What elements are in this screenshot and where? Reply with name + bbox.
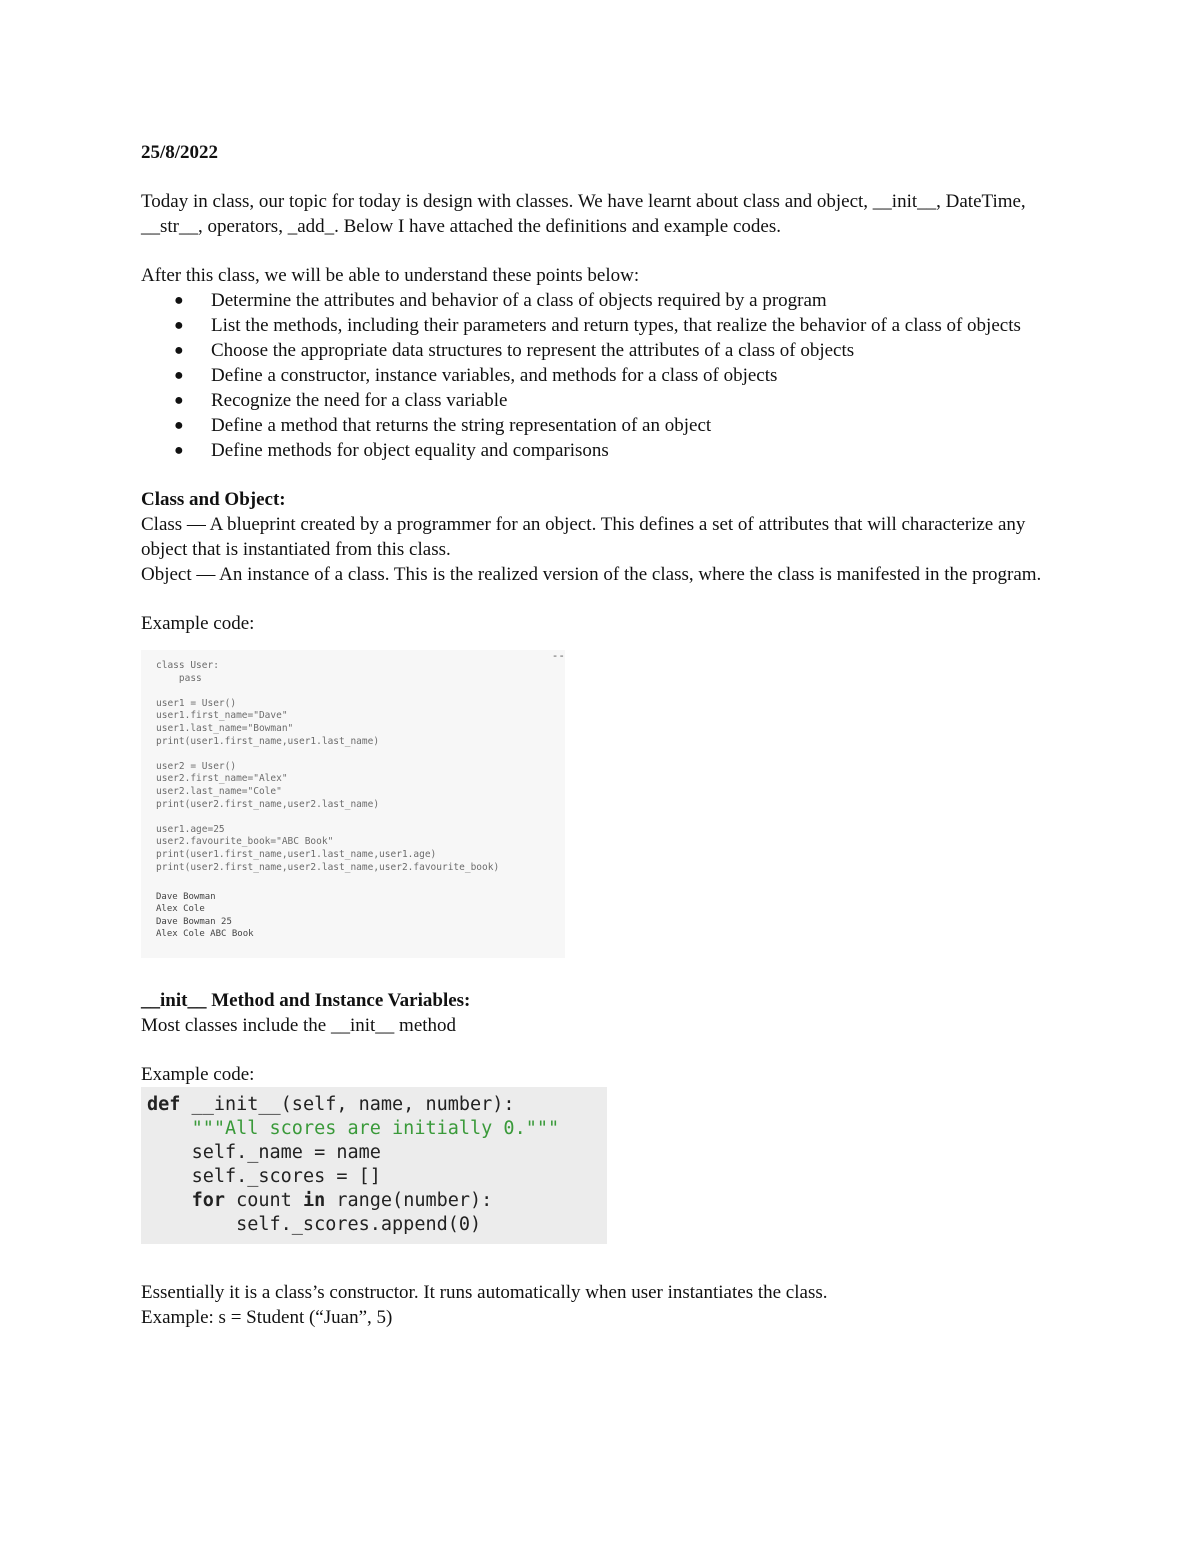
bullet-icon: ● xyxy=(174,342,184,359)
class-object-heading: Class and Object: xyxy=(141,489,286,510)
init-heading: __init__ Method and Instance Variables: xyxy=(141,990,471,1011)
code-block-init: def __init__(self, name, number): """All scores are initially 0.""" self._name = name self._scores = [] for count in range(number): self._scores.append(0) xyxy=(141,1087,607,1244)
document-page xyxy=(141,140,1071,1330)
code-listing: class User: pass user1 = User() user1.first_name="Dave" user1.last_name="Bowman" print(user1.first_name,user1.last_name) user2 = User() user2.first_name="Alex" user2.last_name="Cole" print(user2.first_name,user2.last_name) user1.age=25 user2.favourite_book="ABC Book" print(user1.first_name,user1.last_name,user1.age) print(user2.first_name,user2.last_name,user2.favourite_book) xyxy=(156,660,500,873)
objectives-list xyxy=(141,288,1071,463)
class-definition: Class — A blueprint created by a programmer for an object. This defines a set of attributes that will characterize any object that is instantiated from this class. xyxy=(141,514,1026,560)
init-description: Most classes include the __init__ method xyxy=(141,1015,457,1036)
example-code-label: Example code: xyxy=(141,613,255,634)
bullet-icon: ● xyxy=(174,417,184,434)
object-definition: Object — An instance of a class. This is the realized version of the class, where the class is manifested in the program. xyxy=(141,564,1042,585)
list-item: ● List the methods, including their parameters and return types, that realize the behavior of a class of objects xyxy=(174,315,1021,336)
list-item: ● Recognize the need for a class variable xyxy=(174,390,508,411)
list-item: ● Determine the attributes and behavior of a class of objects required by a program xyxy=(174,290,827,311)
bullet-icon: ● xyxy=(174,367,184,384)
list-item: ● Define methods for object equality and comparisons xyxy=(174,440,609,461)
objectives-intro: After this class, we will be able to understand these points below: xyxy=(141,265,640,286)
code-screenshot-class-user xyxy=(141,650,565,958)
code-dash: -- xyxy=(551,649,565,662)
code-output: Dave Bowman Alex Cole Dave Bowman 25 Alex Cole ABC Book xyxy=(156,891,254,940)
list-item: ● Choose the appropriate data structures to represent the attributes of a class of objects xyxy=(174,340,855,361)
bullet-icon: ● xyxy=(174,442,184,459)
constructor-example: Example: s = Student (“Juan”, 5) xyxy=(141,1307,393,1328)
constructor-explanation: Essentially it is a class’s constructor. It runs automatically when user instantiates the class. xyxy=(141,1282,828,1303)
list-item: ● Define a method that returns the string representation of an object xyxy=(174,415,712,436)
bullet-icon: ● xyxy=(174,317,184,334)
list-item: ● Define a constructor, instance variables, and methods for a class of objects xyxy=(174,365,778,386)
bullet-icon: ● xyxy=(174,392,184,409)
bullet-icon: ● xyxy=(174,292,184,309)
date-heading: 25/8/2022 xyxy=(141,142,219,163)
example-code-label-2: Example code: xyxy=(141,1064,255,1085)
intro-paragraph: Today in class, our topic for today is design with classes. We have learnt about class and object, __init__, DateTime, __str__, operators, _add_. Below I have attached the definitions and example codes. xyxy=(141,191,1026,237)
